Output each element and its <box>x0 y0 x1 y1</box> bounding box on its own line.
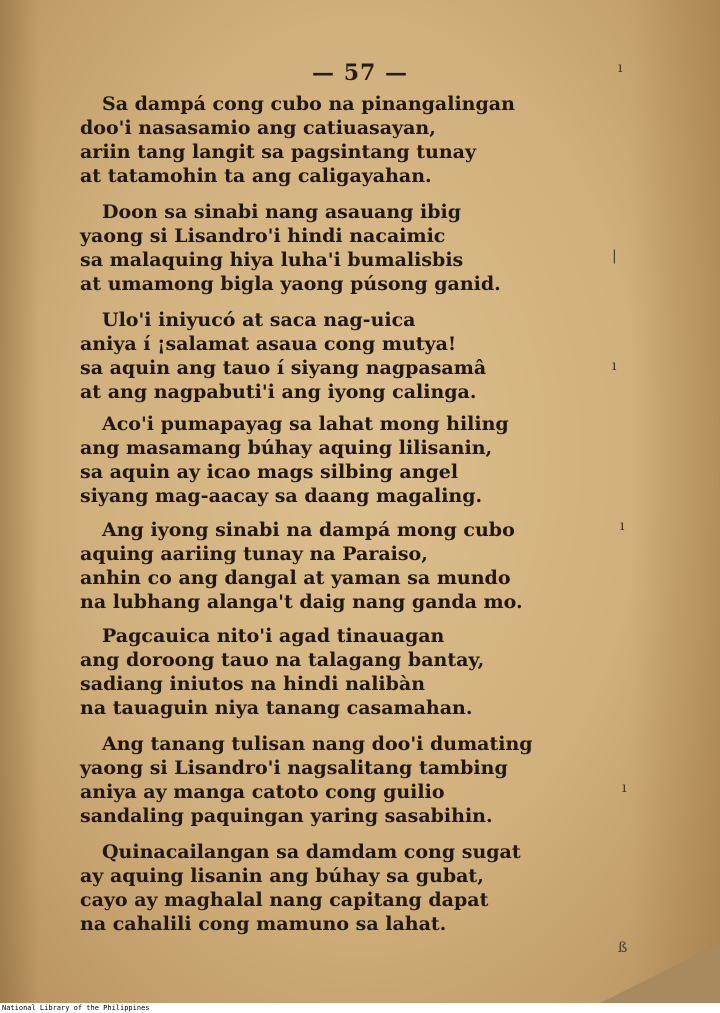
verse-line: yaong si Lisandro'i nagsalitang tambing <box>80 757 508 779</box>
verse-line: sa aquin ay icao mags silbing angel <box>80 461 459 483</box>
verse-line: at tatamohin ta ang caligayahan. <box>80 165 432 187</box>
verse-line: ay aquing lisanin ang búhay sa gubat, <box>80 865 484 887</box>
verse-line: ariin tang langit sa pagsintang tunay <box>80 141 477 163</box>
ink-speck: | <box>612 248 617 264</box>
verse-line: sa aquin ang tauo í siyang nagpasamâ <box>80 357 487 379</box>
verse-line: Ang iyong sinabi na dampá mong cubo <box>102 519 515 541</box>
verse-line: anhin co ang dangal at yaman sa mundo <box>80 567 511 589</box>
verse-line: yaong si Lisandro'i hindi nacaimic <box>80 225 446 247</box>
stanza <box>80 518 580 614</box>
verse-line: Doon sa sinabi nang asauang ibig <box>102 201 462 223</box>
verse-line: aniya ay manga catoto cong guilio <box>80 781 445 803</box>
page-shadow-left <box>0 0 40 1003</box>
verse-line: Ulo'i iniyucó at saca nag-uica <box>102 309 416 331</box>
verse-line: Quinacailangan sa damdam cong sugat <box>102 841 521 863</box>
verse-line: Aco'i pumapayag sa lahat mong hiling <box>102 413 509 435</box>
verse-line: sadiang iniutos na hindi nalibàn <box>80 673 426 695</box>
ink-speck: ı <box>612 358 617 374</box>
stanza <box>80 732 580 828</box>
ink-speck: ß <box>618 940 628 956</box>
ink-speck: ı <box>618 60 623 76</box>
verse-line: ang masamang búhay aquing lilisanin, <box>80 437 493 459</box>
ink-speck: ı <box>620 518 625 534</box>
stanza <box>80 308 580 404</box>
page-shadow-right <box>630 0 720 1003</box>
verse-line: na lubhang alanga't daig nang ganda mo. <box>80 591 523 613</box>
verse-line: at ang nagpabuti'i ang iyong calinga. <box>80 381 477 403</box>
verse-line: Sa dampá cong cubo na pinangalingan <box>102 93 515 115</box>
verse-line: cayo ay maghalal nang capitang dapat <box>80 889 489 911</box>
stanza <box>80 624 580 720</box>
page-number: — 57 — <box>312 60 408 86</box>
verse-line: sa malaquing hiya luha'i bumalisbis <box>80 249 464 271</box>
library-credit: National Library of the Philippines <box>0 1003 720 1013</box>
verse-line: doo'i nasasamio ang catiuasayan, <box>80 117 436 139</box>
stanza <box>80 200 580 296</box>
verse-line: na cahalili cong mamuno sa lahat. <box>80 913 447 935</box>
verse-line: aquing aariing tunay na Paraiso, <box>80 543 428 565</box>
verse-line: na tauaguin niya tanang casamahan. <box>80 697 473 719</box>
verse-line: ang doroong tauo na talagang bantay, <box>80 649 485 671</box>
verse-line: aniya í ¡salamat asaua cong mutya! <box>80 333 457 355</box>
ink-speck: ı <box>622 780 627 796</box>
verse-line: sandaling paquingan yaring sasabihin. <box>80 805 493 827</box>
stanza <box>80 92 580 188</box>
verse-line: siyang mag-aacay sa daang magaling. <box>80 485 483 507</box>
verse-line: Ang tanang tulisan nang doo'i dumating <box>102 733 533 755</box>
stanza <box>80 412 580 508</box>
verse-line: at umamong bigla yaong púsong ganid. <box>80 273 501 295</box>
stanza <box>80 840 580 936</box>
verse-line: Pagcauica nito'i agad tinauagan <box>102 625 445 647</box>
